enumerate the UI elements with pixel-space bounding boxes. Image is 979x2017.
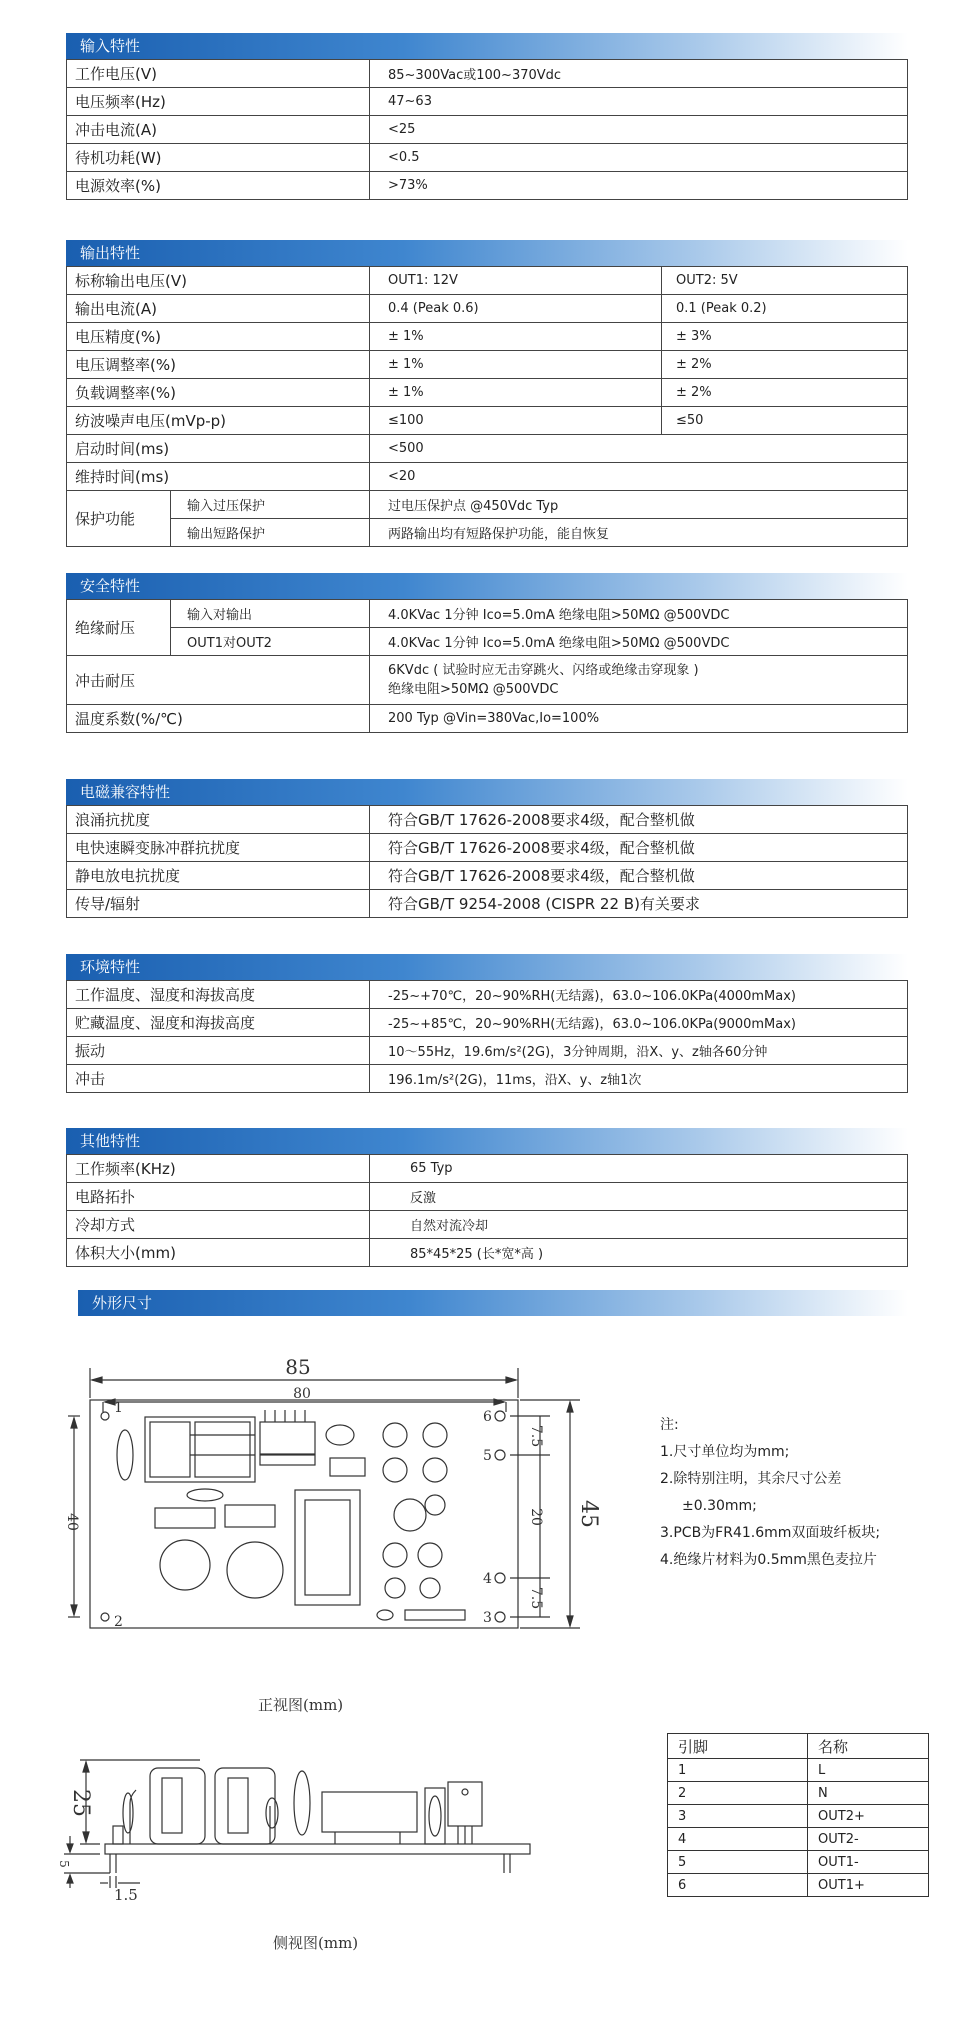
row-value-out1: ± 1%	[370, 379, 662, 407]
env-header: 环境特性	[66, 954, 908, 980]
row-value: 符合GB/T 17626-2008要求4级，配合整机做	[370, 806, 908, 834]
row-value: 85*45*25 (长*宽*高 )	[370, 1239, 908, 1267]
safety-table	[66, 599, 908, 733]
emc-header: 电磁兼容特性	[66, 779, 908, 805]
sub-label: OUT1对OUT2	[171, 628, 370, 656]
table-row	[67, 144, 908, 172]
name-cell: OUT2+	[808, 1805, 929, 1828]
table-row	[67, 88, 908, 116]
table-row	[67, 1239, 908, 1267]
note-line: 2.除特别注明，其余尺寸公差	[660, 1471, 842, 1487]
dim-45-label: 45	[576, 1500, 601, 1528]
pin-3-label: 3	[483, 1610, 492, 1626]
table-row	[67, 1155, 908, 1183]
row-value: 符合GB/T 9254-2008 (CISPR 22 B)有关要求	[370, 890, 908, 918]
side-view-drawing	[50, 1718, 550, 1908]
surge-line-1: 6KVdc ( 试验时应无击穿跳火、闪络或绝缘击穿现象 )	[388, 663, 699, 678]
row-label: 浪涌抗扰度	[67, 806, 370, 834]
notes-block	[660, 1412, 880, 1574]
pin-cell: 1	[668, 1759, 808, 1782]
row-label: 传导/辐射	[67, 890, 370, 918]
row-value: 65 Typ	[370, 1155, 908, 1183]
row-value: 47~63	[370, 88, 908, 116]
row-value: -25~+70℃，20~90%RH(无结露)，63.0~106.0KPa(4000mMax)	[370, 981, 908, 1009]
table-row	[668, 1874, 929, 1897]
emc-table	[66, 805, 908, 918]
table-row	[67, 351, 908, 379]
row-value-out1: 0.4 (Peak 0.6)	[370, 295, 662, 323]
row-value: 200 Typ @Vin=380Vac,Io=100%	[370, 705, 908, 733]
dim-1-5-label: 1.5	[114, 1886, 138, 1904]
table-row	[67, 1183, 908, 1211]
note-line: 4.绝缘片材料为0.5mm黑色麦拉片	[660, 1552, 877, 1568]
row-value-out1: OUT1: 12V	[370, 267, 662, 295]
table-row	[668, 1828, 929, 1851]
table-row	[67, 435, 908, 463]
row-label: 维持时间(ms)	[67, 463, 370, 491]
table-row	[67, 491, 908, 519]
row-value: <20	[370, 463, 908, 491]
pin-cell: 2	[668, 1782, 808, 1805]
note-line: 1.尺寸单位均为mm;	[660, 1444, 790, 1460]
pin-4-label: 4	[483, 1571, 492, 1587]
table-row	[67, 1065, 908, 1093]
pin-cell: 6	[668, 1874, 808, 1897]
table-row	[67, 463, 908, 491]
row-label: 标称输出电压(V)	[67, 267, 370, 295]
row-label: 冲击	[67, 1065, 370, 1093]
table-row	[67, 1037, 908, 1065]
pcb-outline	[90, 1400, 518, 1628]
pin-cell: 5	[668, 1851, 808, 1874]
row-label: 启动时间(ms)	[67, 435, 370, 463]
row-value-out2: 0.1 (Peak 0.2)	[662, 295, 908, 323]
name-cell: N	[808, 1782, 929, 1805]
row-label: 保护功能	[67, 491, 171, 547]
row-label: 冲击耐压	[67, 656, 370, 705]
table-row	[67, 834, 908, 862]
row-value-out2: ± 2%	[662, 379, 908, 407]
row-value-out1: ± 1%	[370, 323, 662, 351]
table-row	[67, 705, 908, 733]
row-value: 反激	[370, 1183, 908, 1211]
table-row	[668, 1782, 929, 1805]
row-label: 待机功耗(W)	[67, 144, 370, 172]
table-row	[67, 656, 908, 705]
pin-6-label: 6	[483, 1409, 492, 1425]
table-row	[67, 862, 908, 890]
row-value: 85~300Vac或100~370Vdc	[370, 60, 908, 88]
row-label: 贮藏温度、湿度和海拔高度	[67, 1009, 370, 1037]
pin-1-label: 1	[114, 1400, 123, 1416]
table-row	[67, 407, 908, 435]
row-value: -25~+85℃，20~90%RH(无结露)，63.0~106.0KPa(9000mMax)	[370, 1009, 908, 1037]
input-header: 输入特性	[66, 33, 908, 59]
pin-5-label: 5	[483, 1448, 492, 1464]
row-label: 电快速瞬变脉冲群抗扰度	[67, 834, 370, 862]
pin-header: 引脚	[668, 1734, 808, 1759]
name-cell: OUT2-	[808, 1828, 929, 1851]
dims-header: 外形尺寸	[78, 1290, 908, 1316]
emc-section	[66, 779, 908, 918]
row-label: 绝缘耐压	[67, 600, 171, 656]
front-view-caption: 正视图(mm)	[258, 1696, 344, 1714]
table-row	[668, 1759, 929, 1782]
row-label: 工作温度、湿度和海拔高度	[67, 981, 370, 1009]
table-row	[67, 172, 908, 200]
table-row	[67, 806, 908, 834]
other-header: 其他特性	[66, 1128, 908, 1154]
row-value: <25	[370, 116, 908, 144]
row-label: 工作电压(V)	[67, 60, 370, 88]
table-row	[67, 628, 908, 656]
row-label: 输出电流(A)	[67, 295, 370, 323]
row-value: 4.0KVac 1分钟 Ico=5.0mA 绝缘电阻>50MΩ @500VDC	[370, 600, 908, 628]
row-value: 符合GB/T 17626-2008要求4级，配合整机做	[370, 834, 908, 862]
row-label: 纺波噪声电压(mVp-p)	[67, 407, 370, 435]
table-row	[67, 267, 908, 295]
table-row	[668, 1734, 929, 1759]
table-row	[67, 519, 908, 547]
note-line: 3.PCB为FR41.6mm双面玻纤板块;	[660, 1525, 881, 1541]
output-section	[66, 240, 908, 547]
row-value: 符合GB/T 17626-2008要求4级，配合整机做	[370, 862, 908, 890]
row-value-out2: ± 2%	[662, 351, 908, 379]
table-row	[67, 116, 908, 144]
row-value: 两路输出均有短路保护功能，能自恢复	[370, 519, 908, 547]
table-row	[67, 1009, 908, 1037]
row-label: 负载调整率(%)	[67, 379, 370, 407]
sub-label: 输入过压保护	[171, 491, 370, 519]
other-table	[66, 1154, 908, 1267]
surge-line-2: 绝缘电阻>50MΩ @500VDC	[388, 682, 559, 697]
notes-title: 注:	[660, 1417, 679, 1433]
row-label: 电压频率(Hz)	[67, 88, 370, 116]
front-view-drawing	[50, 1340, 610, 1670]
dim-85-label: 85	[285, 1355, 311, 1379]
name-header: 名称	[808, 1734, 929, 1759]
safety-section	[66, 573, 908, 733]
dim-40-label: 40	[64, 1513, 80, 1531]
pin-table	[667, 1733, 929, 1897]
table-row	[67, 60, 908, 88]
sub-label: 输出短路保护	[171, 519, 370, 547]
row-value: >73%	[370, 172, 908, 200]
row-label: 电压调整率(%)	[67, 351, 370, 379]
row-label: 电源效率(%)	[67, 172, 370, 200]
pin-cell: 4	[668, 1828, 808, 1851]
row-value: 4.0KVac 1分钟 Ico=5.0mA 绝缘电阻>50MΩ @500VDC	[370, 628, 908, 656]
row-value-out2: ± 3%	[662, 323, 908, 351]
table-row	[668, 1805, 929, 1828]
row-label: 体积大小(mm)	[67, 1239, 370, 1267]
dim-20-label: 20	[528, 1508, 544, 1526]
input-section	[66, 33, 908, 200]
sub-label: 输入对输出	[171, 600, 370, 628]
row-value: <0.5	[370, 144, 908, 172]
safety-header: 安全特性	[66, 573, 908, 599]
row-label: 温度系数(%/℃)	[67, 705, 370, 733]
row-label: 冲击电流(A)	[67, 116, 370, 144]
row-value: 过电压保护点 @450Vdc Typ	[370, 491, 908, 519]
dim-7-5-top-label: 7.5	[528, 1424, 544, 1448]
row-value: 10～55Hz，19.6m/s²(2G)，3分钟周期，沿X、y、z轴各60分钟	[370, 1037, 908, 1065]
env-table	[66, 980, 908, 1093]
name-cell: OUT1+	[808, 1874, 929, 1897]
row-value: <500	[370, 435, 908, 463]
row-label: 电压精度(%)	[67, 323, 370, 351]
output-header: 输出特性	[66, 240, 908, 266]
row-value-out2: OUT2: 5V	[662, 267, 908, 295]
row-label: 振动	[67, 1037, 370, 1065]
row-value-out1: ≤100	[370, 407, 662, 435]
side-view-caption: 侧视图(mm)	[273, 1934, 359, 1952]
pin-cell: 3	[668, 1805, 808, 1828]
row-value: 196.1m/s²(2G)，11ms，沿X、y、z轴1次	[370, 1065, 908, 1093]
table-row	[67, 379, 908, 407]
table-row	[67, 1211, 908, 1239]
note-line: ±0.30mm;	[682, 1498, 757, 1514]
dims-section	[66, 1290, 908, 1316]
dim-7-5-bottom-label: 7.5	[528, 1586, 544, 1610]
row-label: 静电放电抗扰度	[67, 862, 370, 890]
table-row	[67, 295, 908, 323]
name-cell: L	[808, 1759, 929, 1782]
dim-5-label: 5	[57, 1860, 71, 1868]
row-label: 冷却方式	[67, 1211, 370, 1239]
env-section	[66, 954, 908, 1093]
dim-25-label: 25	[68, 1789, 93, 1817]
row-value: 自然对流冷却	[370, 1211, 908, 1239]
table-row	[67, 323, 908, 351]
pin-2-label: 2	[114, 1614, 123, 1630]
name-cell: OUT1-	[808, 1851, 929, 1874]
output-table	[66, 266, 908, 547]
input-table	[66, 59, 908, 200]
row-label: 电路拓扑	[67, 1183, 370, 1211]
row-label: 工作频率(KHz)	[67, 1155, 370, 1183]
table-row	[67, 981, 908, 1009]
table-row	[67, 890, 908, 918]
table-row	[668, 1851, 929, 1874]
table-row	[67, 600, 908, 628]
row-value-out1: ± 1%	[370, 351, 662, 379]
other-section	[66, 1128, 908, 1267]
row-value-out2: ≤50	[662, 407, 908, 435]
dim-80-label: 80	[293, 1386, 311, 1402]
